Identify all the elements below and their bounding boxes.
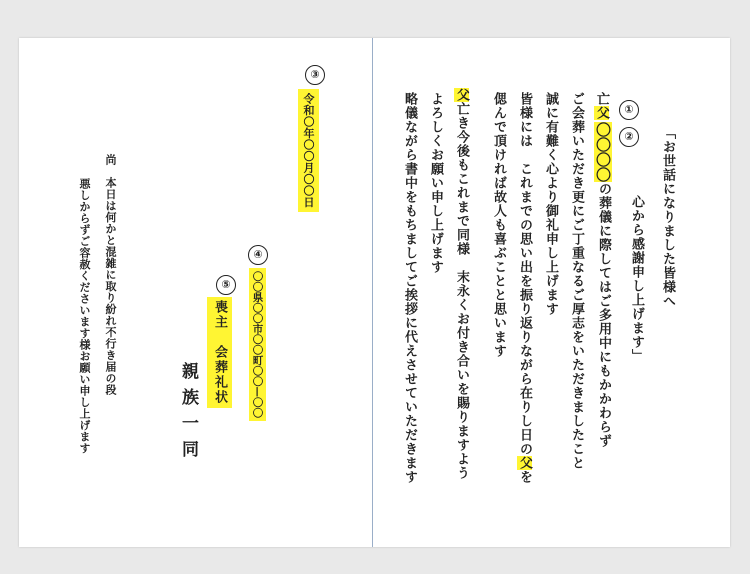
marker-1: ① — [619, 100, 639, 120]
body-line-5 — [518, 92, 531, 484]
date: 令和〇年〇〇月〇〇日 — [298, 89, 319, 212]
body-line-3: ご会葬いただき更にご丁重なるご厚志をいただきましたこと — [569, 92, 584, 470]
address: 〇〇県〇〇市〇〇町〇〇—〇〇 — [249, 268, 266, 421]
marker-2: ② — [619, 127, 639, 147]
fold-line — [372, 38, 373, 547]
deceased-relation-prefix: 亡 — [594, 92, 609, 106]
body-line-9: 略儀ながら書中をもちましてご挨拶に代えさせていただきます — [402, 92, 417, 484]
body-line-8: よろしくお願い申し上げます — [428, 92, 443, 274]
line7-text: 亡き今後もこれまで同様 末永くお付き合いを賜りますよう — [454, 102, 469, 480]
marker-4: ④ — [248, 245, 268, 265]
line2-text: の葬儀に際してはご多用中にもかかわらず — [596, 182, 611, 448]
thanks-line: 心から感謝申し上げます」 — [629, 195, 644, 363]
salutation: 「お世話になりました皆様へ — [660, 126, 675, 308]
body-line-4: 誠に有難く心より御礼申し上げます — [543, 92, 558, 316]
line5-highlight: 父 — [517, 456, 532, 470]
deceased-name: 〇〇〇〇 — [594, 122, 612, 182]
family-signature: 親族一同 — [178, 362, 198, 466]
deceased-relation — [595, 92, 608, 120]
body-line-6: 偲んで頂ければ故人も喜ぶことと思います — [491, 92, 506, 358]
marker-3: ③ — [305, 65, 325, 85]
note-line-1: 尚 本日は何かと混雑に取り紛れ不行き届の段 — [104, 154, 117, 396]
marker-5: ⑤ — [216, 275, 236, 295]
line5-end: を — [517, 470, 532, 484]
body-line-7 — [455, 88, 468, 480]
letter-page — [19, 38, 730, 547]
line5-text: 皆様には これまでの思い出を振り返りながら在りし日の — [517, 92, 532, 456]
deceased-relation-highlight: 父 — [594, 106, 609, 120]
line7-highlight: 父 — [454, 88, 469, 102]
deceased-name-line — [595, 122, 610, 448]
chief-mourner: 喪主 会葬礼状 — [207, 297, 232, 408]
note-line-2: 悪しからずご容赦くださいます様お願い申し上げます — [78, 178, 91, 454]
